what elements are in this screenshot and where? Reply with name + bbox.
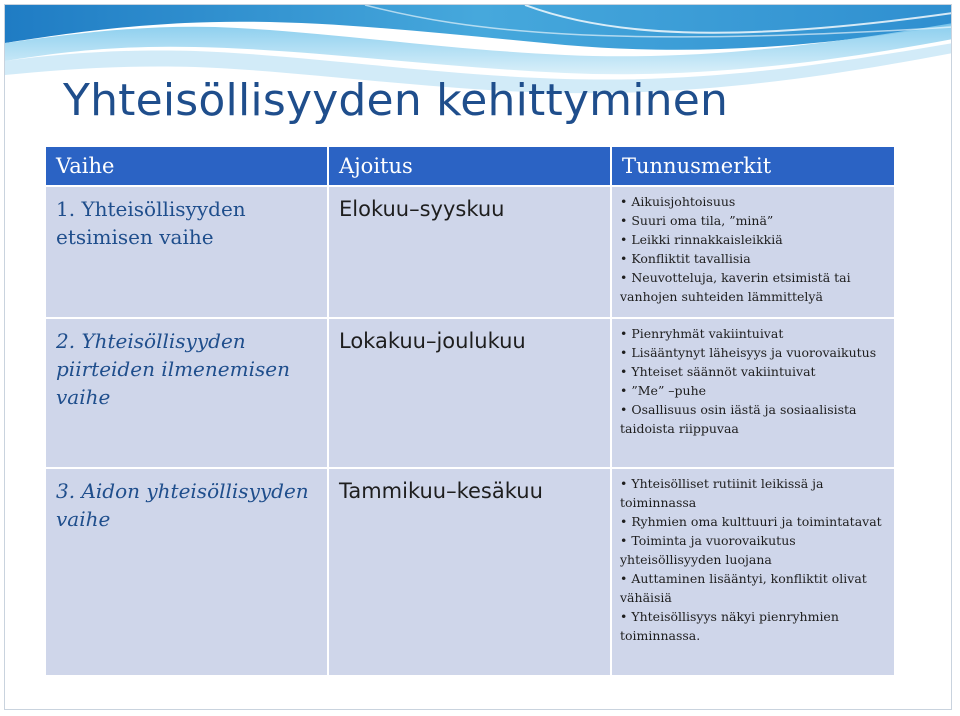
trait-item: • Lisääntynyt läheisyys ja vuorovaikutus (620, 343, 886, 362)
trait-item: • Ryhmien oma kulttuuri ja toimintatavat (620, 512, 886, 531)
phase-cell: 2. Yhteisöllisyyden piirteiden ilmenemisen vaihe (45, 318, 328, 468)
trait-item: • Yhteisöllisyys näkyi pienryhmien toiminnassa. (620, 607, 886, 645)
trait-item: • Konfliktit tavallisia (620, 249, 886, 268)
trait-item: • Leikki rinnakkaisleikkiä (620, 230, 886, 249)
traits-cell (611, 186, 895, 318)
trait-item: • Auttaminen lisääntyi, konfliktit olivat vähäisiä (620, 569, 886, 607)
phase-cell: 3. Aidon yhteisöllisyyden vaihe (45, 468, 328, 676)
column-header-timing: Ajoitus (328, 146, 611, 186)
trait-item: • Yhteiset säännöt vakiintuivat (620, 362, 886, 381)
phase-cell: 1. Yhteisöllisyyden etsimisen vaihe (45, 186, 328, 318)
trait-list (620, 192, 886, 306)
table-row (45, 318, 895, 468)
trait-item: • Osallisuus osin iästä ja sosiaalisista taidoista riippuvaa (620, 400, 886, 438)
column-header-phase: Vaihe (45, 146, 328, 186)
trait-item: • Aikuisjohtoisuus (620, 192, 886, 211)
traits-cell (611, 468, 895, 676)
trait-item: • Suuri oma tila, ”minä” (620, 211, 886, 230)
trait-item: • ”Me” –puhe (620, 381, 886, 400)
timing-cell: Elokuu–syyskuu (328, 186, 611, 318)
trait-item: • Yhteisölliset rutiinit leikissä ja toiminnassa (620, 474, 886, 512)
phase-table (44, 145, 896, 677)
trait-item: • Toiminta ja vuorovaikutus yhteisöllisyyden luojana (620, 531, 886, 569)
page-title: Yhteisöllisyyden kehittyminen (63, 75, 729, 126)
traits-cell (611, 318, 895, 468)
timing-cell: Tammikuu–kesäkuu (328, 468, 611, 676)
trait-item: • Pienryhmät vakiintuivat (620, 324, 886, 343)
timing-cell: Lokakuu–joulukuu (328, 318, 611, 468)
column-header-traits: Tunnusmerkit (611, 146, 895, 186)
table-row (45, 468, 895, 676)
trait-list (620, 474, 886, 645)
trait-list (620, 324, 886, 438)
table-row (45, 186, 895, 318)
table-header-row (45, 146, 895, 186)
trait-item: • Neuvotteluja, kaverin etsimistä tai vanhojen suhteiden lämmittelyä (620, 268, 886, 306)
